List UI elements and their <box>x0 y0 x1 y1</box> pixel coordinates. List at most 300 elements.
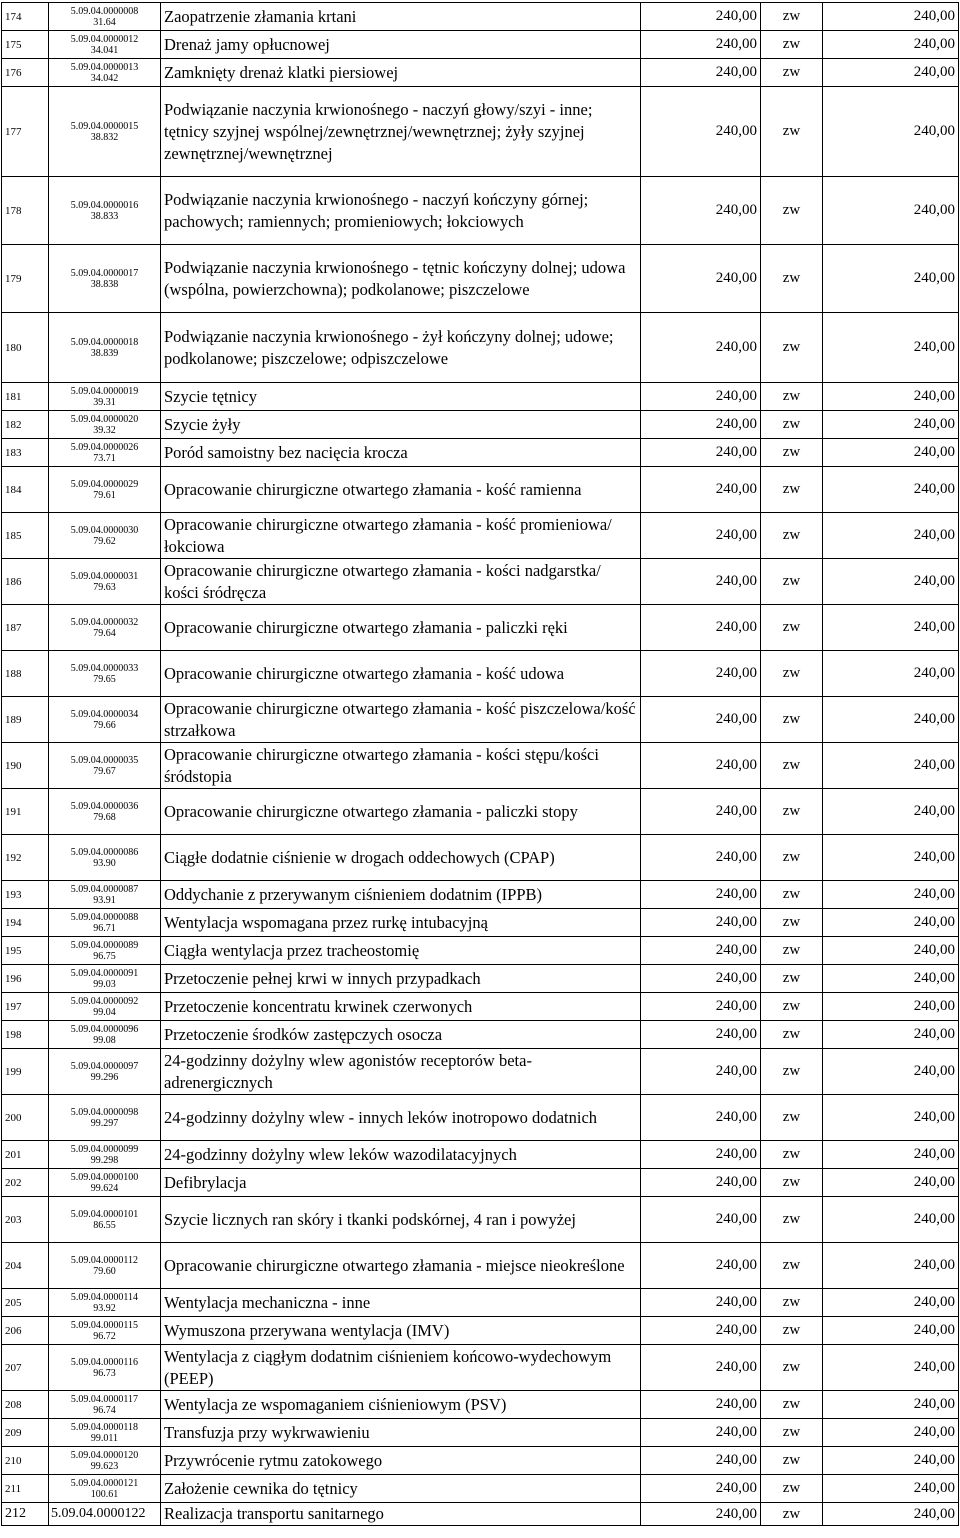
icd-code-line: 93.91 <box>93 894 116 906</box>
procedure-code <box>49 697 161 743</box>
gross-price: 240,00 <box>823 1419 959 1447</box>
procedure-name: Założenie cewnika do tętnicy <box>161 1475 641 1503</box>
table-row <box>2 937 959 965</box>
table-row <box>2 1419 959 1447</box>
vat-rate: zw <box>761 1197 823 1243</box>
net-price: 240,00 <box>641 383 761 411</box>
vat-rate: zw <box>761 909 823 937</box>
table-body <box>2 3 959 1526</box>
vat-rate: zw <box>761 1021 823 1049</box>
row-number: 180 <box>2 313 49 383</box>
vat-rate: zw <box>761 177 823 245</box>
procedure-code-line: 5.09.04.0000089 <box>70 939 139 951</box>
procedure-name: Opracowanie chirurgiczne otwartego złamania - kości nadgarstka/ kości śródręcza <box>161 559 641 605</box>
procedure-code <box>49 439 161 467</box>
row-number: 194 <box>2 909 49 937</box>
icd-code-line: 86.55 <box>93 1219 116 1231</box>
procedure-code <box>49 1345 161 1391</box>
icd-code-line: 99.03 <box>93 978 116 990</box>
gross-price: 240,00 <box>823 835 959 881</box>
procedure-code-line: 5.09.04.0000016 <box>70 199 139 211</box>
vat-rate: zw <box>761 383 823 411</box>
vat-rate: zw <box>761 605 823 651</box>
table-row <box>2 1141 959 1169</box>
net-price: 240,00 <box>641 59 761 87</box>
row-number: 185 <box>2 513 49 559</box>
procedure-code-line: 5.09.04.0000112 <box>70 1254 139 1266</box>
vat-rate: zw <box>761 697 823 743</box>
procedure-code-line: 5.09.04.0000008 <box>70 5 139 17</box>
procedure-code-line: 5.09.04.0000013 <box>70 61 139 73</box>
row-number: 178 <box>2 177 49 245</box>
icd-code-line: 39.31 <box>93 396 116 408</box>
row-number: 189 <box>2 697 49 743</box>
procedure-code <box>49 245 161 313</box>
procedure-code <box>49 513 161 559</box>
procedure-code-line: 5.09.04.0000036 <box>70 800 139 812</box>
icd-code-line: 96.72 <box>93 1330 116 1342</box>
procedure-name: Szycie tętnicy <box>161 383 641 411</box>
row-number: 201 <box>2 1141 49 1169</box>
procedure-name: Opracowanie chirurgiczne otwartego złamania - kości stępu/kości śródstopia <box>161 743 641 789</box>
icd-code-line: 99.04 <box>93 1006 116 1018</box>
net-price: 240,00 <box>641 559 761 605</box>
net-price: 240,00 <box>641 439 761 467</box>
row-number: 198 <box>2 1021 49 1049</box>
procedure-code <box>49 87 161 177</box>
gross-price: 240,00 <box>823 1447 959 1475</box>
gross-price: 240,00 <box>823 1503 959 1526</box>
icd-code-line: 38.839 <box>90 347 119 359</box>
table-row <box>2 383 959 411</box>
table-row <box>2 313 959 383</box>
gross-price: 240,00 <box>823 651 959 697</box>
gross-price: 240,00 <box>823 1169 959 1197</box>
table-row <box>2 513 959 559</box>
procedure-code <box>49 1049 161 1095</box>
gross-price: 240,00 <box>823 881 959 909</box>
procedure-code-line: 5.09.04.0000031 <box>70 570 139 582</box>
row-number: 181 <box>2 383 49 411</box>
row-number: 212 <box>2 1503 49 1526</box>
row-number: 195 <box>2 937 49 965</box>
icd-code-line: 79.63 <box>93 581 116 593</box>
procedure-code <box>49 937 161 965</box>
net-price: 240,00 <box>641 937 761 965</box>
table-row <box>2 1243 959 1289</box>
net-price: 240,00 <box>641 245 761 313</box>
icd-code-line: 34.042 <box>90 72 119 84</box>
procedure-code-line: 5.09.04.0000019 <box>70 385 139 397</box>
row-number: 202 <box>2 1169 49 1197</box>
row-number: 210 <box>2 1447 49 1475</box>
procedure-code-line: 5.09.04.0000086 <box>70 846 139 858</box>
gross-price: 240,00 <box>823 59 959 87</box>
procedure-code <box>49 743 161 789</box>
net-price: 240,00 <box>641 1049 761 1095</box>
procedure-name: Zamknięty drenaż klatki piersiowej <box>161 59 641 87</box>
procedure-name: Zaopatrzenie złamania krtani <box>161 3 641 31</box>
gross-price: 240,00 <box>823 1391 959 1419</box>
row-number: 197 <box>2 993 49 1021</box>
procedure-code <box>49 1021 161 1049</box>
procedure-code-line: 5.09.04.0000017 <box>70 267 139 279</box>
table-row <box>2 1095 959 1141</box>
net-price: 240,00 <box>641 1345 761 1391</box>
net-price: 240,00 <box>641 313 761 383</box>
gross-price: 240,00 <box>823 993 959 1021</box>
table-row <box>2 87 959 177</box>
net-price: 240,00 <box>641 1141 761 1169</box>
vat-rate: zw <box>761 1049 823 1095</box>
icd-code-line: 99.297 <box>90 1117 119 1129</box>
procedure-name: Przywrócenie rytmu zatokowego <box>161 1447 641 1475</box>
icd-code-line: 79.60 <box>93 1265 116 1277</box>
icd-code-line: 99.624 <box>90 1182 119 1194</box>
procedure-name: Wentylacja mechaniczna - inne <box>161 1289 641 1317</box>
icd-code-line: 79.62 <box>93 535 116 547</box>
procedure-name: Opracowanie chirurgiczne otwartego złamania - paliczki ręki <box>161 605 641 651</box>
gross-price: 240,00 <box>823 1141 959 1169</box>
procedure-code-line: 5.09.04.0000114 <box>70 1291 139 1303</box>
table-row <box>2 559 959 605</box>
gross-price: 240,00 <box>823 3 959 31</box>
net-price: 240,00 <box>641 1475 761 1503</box>
row-number: 206 <box>2 1317 49 1345</box>
icd-code-line: 38.833 <box>90 210 119 222</box>
procedure-code-line: 5.09.04.0000092 <box>70 995 139 1007</box>
procedure-name: Transfuzja przy wykrwawieniu <box>161 1419 641 1447</box>
net-price: 240,00 <box>641 697 761 743</box>
vat-rate: zw <box>761 3 823 31</box>
procedure-code <box>49 1197 161 1243</box>
procedure-code <box>49 411 161 439</box>
net-price: 240,00 <box>641 651 761 697</box>
table-row <box>2 3 959 31</box>
icd-code-line: 93.92 <box>93 1302 116 1314</box>
net-price: 240,00 <box>641 909 761 937</box>
icd-code-line: 96.73 <box>93 1367 116 1379</box>
table-row <box>2 881 959 909</box>
vat-rate: zw <box>761 559 823 605</box>
procedure-code <box>49 1391 161 1419</box>
procedure-code <box>49 3 161 31</box>
table-row <box>2 245 959 313</box>
table-row <box>2 1317 959 1345</box>
procedure-code <box>49 1447 161 1475</box>
table-row <box>2 605 959 651</box>
vat-rate: zw <box>761 1095 823 1141</box>
procedure-name: Opracowanie chirurgiczne otwartego złamania - paliczki stopy <box>161 789 641 835</box>
procedure-name: Szycie licznych ran skóry i tkanki podskórnej, 4 ran i powyżej <box>161 1197 641 1243</box>
procedure-code-line: 5.09.04.0000034 <box>70 708 139 720</box>
procedure-code-line: 5.09.04.0000115 <box>70 1319 139 1331</box>
icd-code-line: 93.90 <box>93 857 116 869</box>
procedure-code-line: 5.09.04.0000120 <box>70 1449 139 1461</box>
icd-code-line: 79.65 <box>93 673 116 685</box>
procedure-name: Drenaż jamy opłucnowej <box>161 31 641 59</box>
vat-rate: zw <box>761 1243 823 1289</box>
gross-price: 240,00 <box>823 245 959 313</box>
gross-price: 240,00 <box>823 1317 959 1345</box>
vat-rate: zw <box>761 59 823 87</box>
procedure-code <box>49 965 161 993</box>
procedure-code-line: 5.09.04.0000098 <box>70 1106 139 1118</box>
vat-rate: zw <box>761 965 823 993</box>
icd-code-line: 79.64 <box>93 627 116 639</box>
gross-price: 240,00 <box>823 1049 959 1095</box>
procedure-name: Ciągła wentylacja przez tracheostomię <box>161 937 641 965</box>
row-number: 193 <box>2 881 49 909</box>
procedure-code <box>49 1317 161 1345</box>
vat-rate: zw <box>761 245 823 313</box>
gross-price: 240,00 <box>823 313 959 383</box>
gross-price: 240,00 <box>823 789 959 835</box>
net-price: 240,00 <box>641 1447 761 1475</box>
table-row <box>2 743 959 789</box>
table-row <box>2 1197 959 1243</box>
table-row <box>2 1391 959 1419</box>
icd-code-line: 79.67 <box>93 765 116 777</box>
gross-price: 240,00 <box>823 383 959 411</box>
net-price: 240,00 <box>641 513 761 559</box>
icd-code-line: 34.041 <box>90 44 119 56</box>
procedure-code <box>49 559 161 605</box>
procedure-code-line: 5.09.04.0000030 <box>70 524 139 536</box>
net-price: 240,00 <box>641 1243 761 1289</box>
procedure-code-line: 5.09.04.0000097 <box>70 1060 139 1072</box>
gross-price: 240,00 <box>823 1095 959 1141</box>
row-number: 191 <box>2 789 49 835</box>
procedure-code <box>49 651 161 697</box>
gross-price: 240,00 <box>823 1475 959 1503</box>
procedure-code <box>49 1095 161 1141</box>
procedure-code <box>49 1475 161 1503</box>
procedure-code-line: 5.09.04.0000101 <box>70 1208 139 1220</box>
table-row <box>2 1169 959 1197</box>
procedure-code <box>49 59 161 87</box>
gross-price: 240,00 <box>823 1021 959 1049</box>
gross-price: 240,00 <box>823 697 959 743</box>
icd-code-line: 96.75 <box>93 950 116 962</box>
icd-code-line: 99.298 <box>90 1154 119 1166</box>
procedure-code <box>49 1243 161 1289</box>
procedure-code-line: 5.09.04.0000012 <box>70 33 139 45</box>
row-number: 205 <box>2 1289 49 1317</box>
procedure-code-line: 5.09.04.0000116 <box>70 1356 139 1368</box>
net-price: 240,00 <box>641 881 761 909</box>
procedure-name: Podwiązanie naczynia krwionośnego - naczyń głowy/szyi - inne; tętnicy szyjnej wspólnej/zewnętrznej/wewnętrznej; żyły szyjnej zewnętrznej/wewnętrznej <box>161 87 641 177</box>
vat-rate: zw <box>761 789 823 835</box>
procedure-code-line: 5.09.04.0000096 <box>70 1023 139 1035</box>
procedure-code <box>49 1503 161 1526</box>
procedure-code-line: 5.09.04.0000100 <box>70 1171 139 1183</box>
gross-price: 240,00 <box>823 177 959 245</box>
net-price: 240,00 <box>641 965 761 993</box>
vat-rate: zw <box>761 411 823 439</box>
icd-code-line: 38.838 <box>90 278 119 290</box>
vat-rate: zw <box>761 467 823 513</box>
table-row <box>2 1049 959 1095</box>
procedure-code <box>49 1289 161 1317</box>
procedure-name: Podwiązanie naczynia krwionośnego - tętnic kończyny dolnej; udowa (wspólna, powierzchowna); podkolanowe; piszczelowe <box>161 245 641 313</box>
gross-price: 240,00 <box>823 937 959 965</box>
icd-code-line: 99.011 <box>90 1432 119 1444</box>
table-row <box>2 1021 959 1049</box>
procedure-name: Opracowanie chirurgiczne otwartego złamania - kość ramienna <box>161 467 641 513</box>
procedure-name: Opracowanie chirurgiczne otwartego złamania - miejsce nieokreślone <box>161 1243 641 1289</box>
vat-rate: zw <box>761 1475 823 1503</box>
net-price: 240,00 <box>641 1021 761 1049</box>
vat-rate: zw <box>761 651 823 697</box>
procedure-name: Opracowanie chirurgiczne otwartego złamania - kość udowa <box>161 651 641 697</box>
procedure-code <box>49 177 161 245</box>
table-row <box>2 1475 959 1503</box>
procedure-name: Opracowanie chirurgiczne otwartego złamania - kość piszczelowa/kość strzałkowa <box>161 697 641 743</box>
procedure-code-line: 5.09.04.0000121 <box>70 1477 139 1489</box>
procedure-code-line: 5.09.04.0000032 <box>70 616 139 628</box>
gross-price: 240,00 <box>823 467 959 513</box>
table-row <box>2 1289 959 1317</box>
vat-rate: zw <box>761 313 823 383</box>
row-number: 207 <box>2 1345 49 1391</box>
procedure-code-line: 5.09.04.0000118 <box>70 1421 139 1433</box>
procedure-code-line: 5.09.04.0000018 <box>70 336 139 348</box>
row-number: 188 <box>2 651 49 697</box>
icd-code-line: 100.61 <box>90 1488 119 1500</box>
net-price: 240,00 <box>641 993 761 1021</box>
icd-code-line: 79.61 <box>93 489 116 501</box>
icd-code-line: 96.74 <box>93 1404 116 1416</box>
procedure-code <box>49 1419 161 1447</box>
vat-rate: zw <box>761 439 823 467</box>
gross-price: 240,00 <box>823 513 959 559</box>
row-number: 184 <box>2 467 49 513</box>
net-price: 240,00 <box>641 87 761 177</box>
row-number: 209 <box>2 1419 49 1447</box>
procedure-code-line: 5.09.04.0000117 <box>70 1393 139 1405</box>
procedure-code-line: 5.09.04.0000088 <box>70 911 139 923</box>
vat-rate: zw <box>761 1317 823 1345</box>
procedure-name: Przetoczenie koncentratu krwinek czerwonych <box>161 993 641 1021</box>
net-price: 240,00 <box>641 3 761 31</box>
net-price: 240,00 <box>641 1289 761 1317</box>
procedure-code <box>49 993 161 1021</box>
table-row <box>2 467 959 513</box>
icd-code-line: 31.64 <box>93 16 116 28</box>
row-number: 208 <box>2 1391 49 1419</box>
procedure-name: Opracowanie chirurgiczne otwartego złamania - kość promieniowa/ łokciowa <box>161 513 641 559</box>
vat-rate: zw <box>761 31 823 59</box>
vat-rate: zw <box>761 87 823 177</box>
procedure-code <box>49 31 161 59</box>
procedure-code <box>49 835 161 881</box>
table-row <box>2 177 959 245</box>
gross-price: 240,00 <box>823 909 959 937</box>
gross-price: 240,00 <box>823 1345 959 1391</box>
gross-price: 240,00 <box>823 605 959 651</box>
procedure-code-line: 5.09.04.0000020 <box>70 413 139 425</box>
icd-code-line: 73.71 <box>93 452 116 464</box>
procedure-code <box>49 1169 161 1197</box>
gross-price: 240,00 <box>823 31 959 59</box>
row-number: 179 <box>2 245 49 313</box>
row-number: 182 <box>2 411 49 439</box>
row-number: 199 <box>2 1049 49 1095</box>
gross-price: 240,00 <box>823 1243 959 1289</box>
table-row <box>2 651 959 697</box>
table-row <box>2 59 959 87</box>
vat-rate: zw <box>761 1419 823 1447</box>
row-number: 204 <box>2 1243 49 1289</box>
procedure-code-line: 5.09.04.0000087 <box>70 883 139 895</box>
row-number: 174 <box>2 3 49 31</box>
row-number: 183 <box>2 439 49 467</box>
table-row <box>2 411 959 439</box>
net-price: 240,00 <box>641 1419 761 1447</box>
procedure-name: Poród samoistny bez nacięcia krocza <box>161 439 641 467</box>
procedure-code-line: 5.09.04.0000026 <box>70 441 139 453</box>
procedure-code <box>49 467 161 513</box>
vat-rate: zw <box>761 1447 823 1475</box>
gross-price: 240,00 <box>823 1197 959 1243</box>
procedure-code <box>49 881 161 909</box>
procedure-name: Realizacja transportu sanitarnego <box>161 1503 641 1526</box>
icd-code-line: 96.71 <box>93 922 116 934</box>
procedure-name: Podwiązanie naczynia krwionośnego - żył kończyny dolnej; udowe; podkolanowe; piszczelowe; odpiszczelowe <box>161 313 641 383</box>
row-number: 187 <box>2 605 49 651</box>
procedure-code-line: 5.09.04.0000033 <box>70 662 139 674</box>
icd-code-line: 39.32 <box>93 424 116 436</box>
row-number: 192 <box>2 835 49 881</box>
net-price: 240,00 <box>641 31 761 59</box>
net-price: 240,00 <box>641 177 761 245</box>
net-price: 240,00 <box>641 1095 761 1141</box>
procedure-code <box>49 789 161 835</box>
table-row <box>2 965 959 993</box>
row-number: 186 <box>2 559 49 605</box>
procedure-name: Defibrylacja <box>161 1169 641 1197</box>
procedure-code-line: 5.09.04.0000029 <box>70 478 139 490</box>
table-row <box>2 1447 959 1475</box>
procedure-code <box>49 605 161 651</box>
vat-rate: zw <box>761 1503 823 1526</box>
procedure-code-line: 5.09.04.0000091 <box>70 967 139 979</box>
procedure-code-line: 5.09.04.0000099 <box>70 1143 139 1155</box>
procedure-code <box>49 313 161 383</box>
vat-rate: zw <box>761 937 823 965</box>
procedure-name: Ciągłe dodatnie ciśnienie w drogach oddechowych (CPAP) <box>161 835 641 881</box>
net-price: 240,00 <box>641 1197 761 1243</box>
net-price: 240,00 <box>641 1169 761 1197</box>
table-row <box>2 697 959 743</box>
gross-price: 240,00 <box>823 87 959 177</box>
row-number: 175 <box>2 31 49 59</box>
icd-code-line: 99.08 <box>93 1034 116 1046</box>
table-row <box>2 1503 959 1526</box>
icd-code-line: 79.66 <box>93 719 116 731</box>
table-row <box>2 1345 959 1391</box>
row-number: 200 <box>2 1095 49 1141</box>
net-price: 240,00 <box>641 1503 761 1526</box>
net-price: 240,00 <box>641 1391 761 1419</box>
vat-rate: zw <box>761 1345 823 1391</box>
table-row <box>2 993 959 1021</box>
gross-price: 240,00 <box>823 743 959 789</box>
vat-rate: zw <box>761 993 823 1021</box>
procedure-code-line: 5.09.04.0000015 <box>70 120 139 132</box>
table-row <box>2 439 959 467</box>
